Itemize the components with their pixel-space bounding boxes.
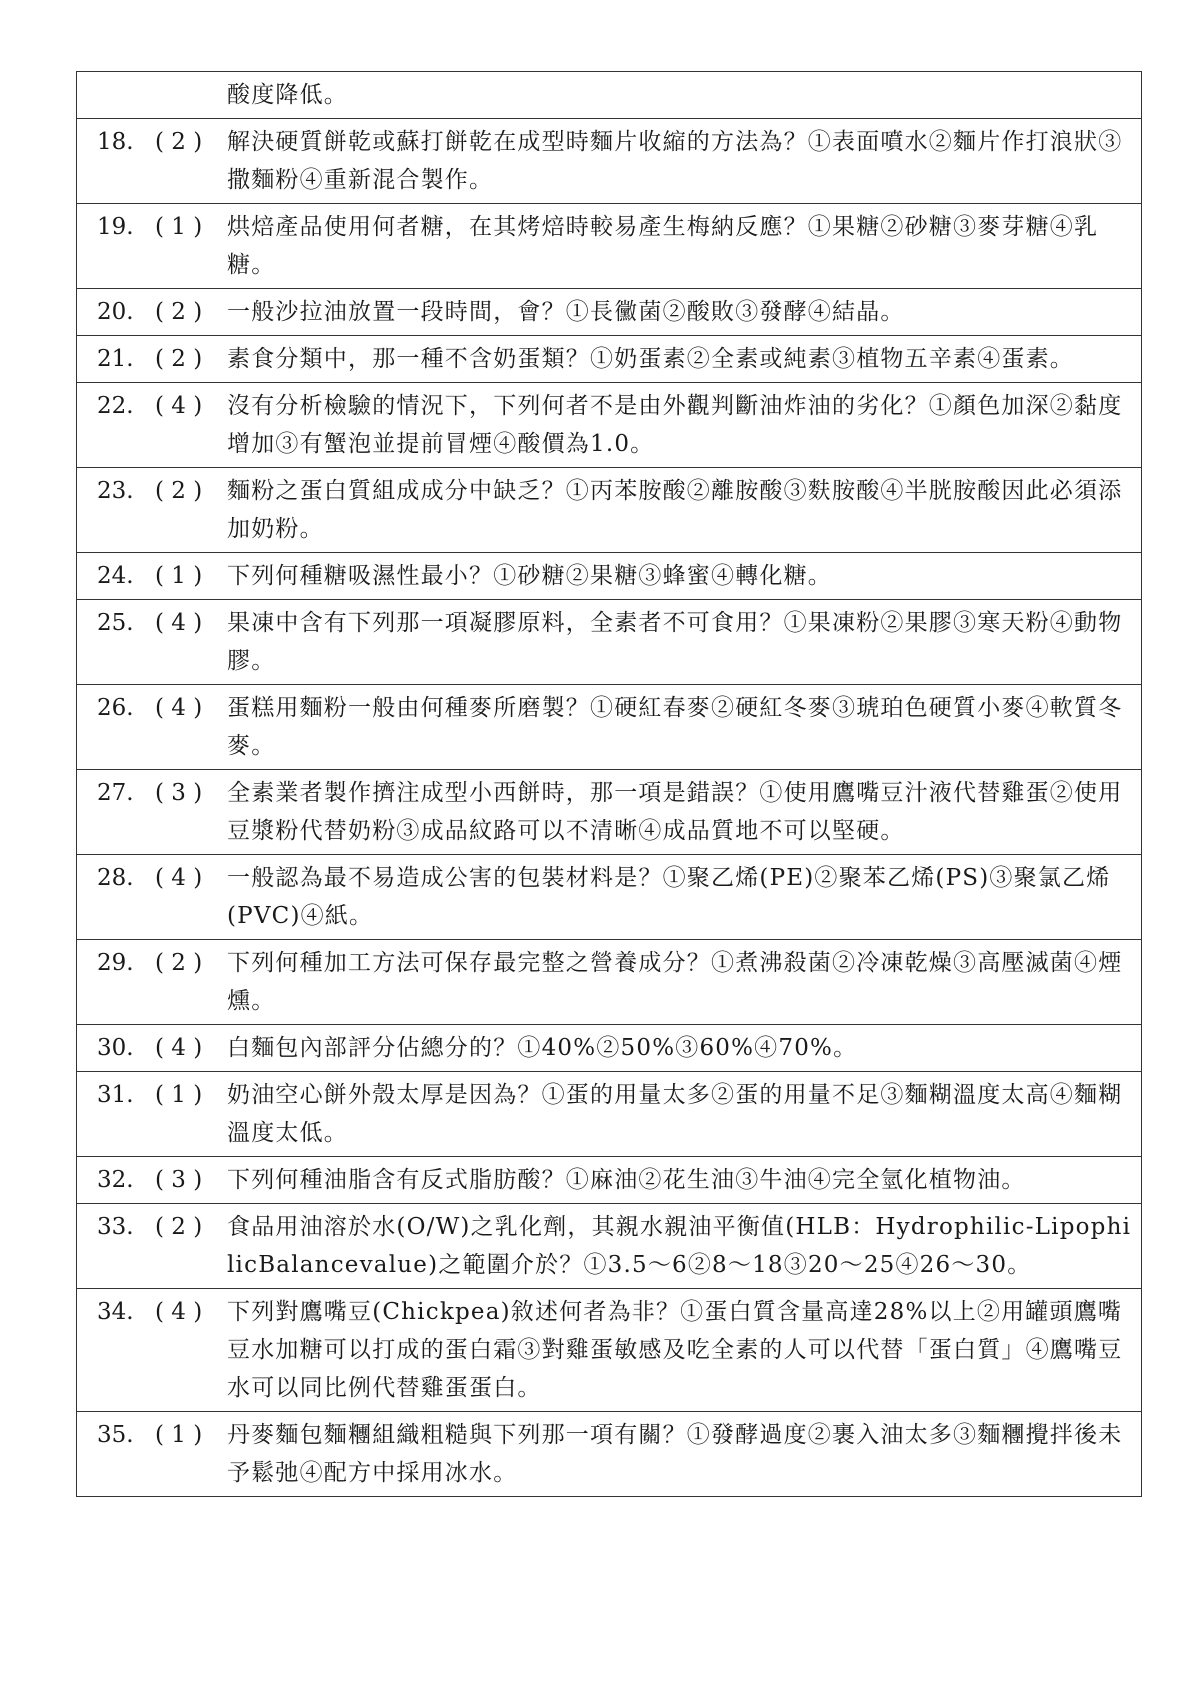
question-row-18 [77, 118, 1141, 203]
question-text: 全素業者製作擠注成型小西餅時，那一項是錯誤？①使用鷹嘴豆汁液代替雞蛋②使用豆漿粉代替奶粉③成品紋路可以不清晰④成品質地不可以堅硬。 [227, 780, 1123, 844]
question-answer: ( 1 ) [155, 1422, 203, 1448]
question-number: 22. [97, 393, 134, 419]
question-text: 素食分類中，那一種不含奶蛋類？①奶蛋素②全素或純素③植物五辛素④蛋素。 [227, 346, 1074, 372]
question-row-26 [77, 684, 1141, 769]
question-answer: ( 2 ) [155, 478, 203, 504]
question-answer: ( 4 ) [155, 1035, 203, 1061]
question-row-32 [77, 1156, 1141, 1203]
question-row-31 [77, 1071, 1141, 1156]
question-text: 丹麥麵包麵糰組織粗糙與下列那一項有關？①發酵過度②裹入油太多③麵糰攪拌後未予鬆弛④配方中採用冰水。 [227, 1422, 1123, 1486]
question-text: 一般沙拉油放置一段時間，會？①長黴菌②酸敗③發酵④結晶。 [227, 299, 905, 325]
question-number: 28. [97, 865, 134, 891]
question-text: 白麵包內部評分佔總分的？①40%②50%③60%④70%。 [227, 1035, 858, 1061]
question-text: 奶油空心餅外殼太厚是因為？①蛋的用量太多②蛋的用量不足③麵糊溫度太高④麵糊溫度太低。 [227, 1082, 1123, 1146]
question-text: 果凍中含有下列那一項凝膠原料，全素者不可食用？①果凍粉②果膠③寒天粉④動物膠。 [227, 610, 1123, 674]
question-row-35 [77, 1411, 1141, 1496]
question-text: 烘焙產品使用何者糖，在其烤焙時較易產生梅納反應？①果糖②砂糖③麥芽糖④乳糖。 [227, 214, 1099, 278]
question-answer: ( 2 ) [155, 129, 203, 155]
question-answer: ( 4 ) [155, 393, 203, 419]
question-text: 下列何種油脂含有反式脂肪酸？①麻油②花生油③牛油④完全氫化植物油。 [227, 1167, 1026, 1193]
question-number: 35. [97, 1422, 134, 1448]
question-row-30 [77, 1024, 1141, 1071]
question-answer: ( 1 ) [155, 214, 203, 240]
question-row-20 [77, 288, 1141, 335]
question-number: 33. [97, 1214, 134, 1240]
question-number: 32. [97, 1167, 134, 1193]
question-number: 18. [97, 129, 134, 155]
question-number: 29. [97, 950, 134, 976]
question-number: 25. [97, 610, 134, 636]
question-number: 26. [97, 695, 134, 721]
question-text: 沒有分析檢驗的情況下，下列何者不是由外觀判斷油炸油的劣化？①顏色加深②黏度增加③有蟹泡並提前冒煙④酸價為1.0。 [227, 393, 1123, 457]
question-row-continuation [77, 72, 1141, 118]
question-row-19 [77, 203, 1141, 288]
question-number: 31. [97, 1082, 134, 1108]
question-number: 19. [97, 214, 134, 240]
question-answer: ( 3 ) [155, 780, 203, 806]
question-row-24 [77, 552, 1141, 599]
question-text: 下列何種加工方法可保存最完整之營養成分？①煮沸殺菌②冷凍乾燥③高壓滅菌④煙燻。 [227, 950, 1123, 1014]
question-number: 34. [97, 1299, 134, 1325]
question-text: 下列對鷹嘴豆(Chickpea)敘述何者為非？①蛋白質含量高達28%以上②用罐頭鷹嘴豆水加糖可以打成的蛋白霜③對雞蛋敏感及吃全素的人可以代替「蛋白質」④鷹嘴豆水可以同比例代替雞蛋蛋白。 [227, 1299, 1123, 1401]
question-number: 30. [97, 1035, 134, 1061]
question-text: 食品用油溶於水(O/W)之乳化劑，其親水親油平衡值(HLB：Hydrophilic-LipophilicBalancevalue)之範圍介於？①3.5～6②8～18③20～25④26～30。 [227, 1214, 1132, 1278]
question-number: 27. [97, 780, 134, 806]
question-row-28 [77, 854, 1141, 939]
question-text: 解決硬質餅乾或蘇打餅乾在成型時麵片收縮的方法為？①表面噴水②麵片作打浪狀③撒麵粉④重新混合製作。 [227, 129, 1123, 193]
question-answer: ( 1 ) [155, 1082, 203, 1108]
question-number: 23. [97, 478, 134, 504]
question-number: 21. [97, 346, 134, 372]
question-row-34 [77, 1288, 1141, 1411]
question-answer: ( 1 ) [155, 563, 203, 589]
question-number: 24. [97, 563, 134, 589]
question-number: 20. [97, 299, 134, 325]
question-row-25 [77, 599, 1141, 684]
question-row-29 [77, 939, 1141, 1024]
question-answer: ( 2 ) [155, 950, 203, 976]
question-row-27 [77, 769, 1141, 854]
question-text: 下列何種糖吸濕性最小？①砂糖②果糖③蜂蜜④轉化糖。 [227, 563, 832, 589]
question-answer: ( 4 ) [155, 865, 203, 891]
question-answer: ( 4 ) [155, 695, 203, 721]
question-answer: ( 3 ) [155, 1167, 203, 1193]
question-answer: ( 2 ) [155, 346, 203, 372]
question-text: 麵粉之蛋白質組成成分中缺乏？①丙苯胺酸②離胺酸③麩胺酸④半胱胺酸因此必須添加奶粉。 [227, 478, 1123, 542]
question-table [76, 71, 1142, 1497]
question-answer: ( 2 ) [155, 299, 203, 325]
question-indent [97, 76, 227, 114]
question-text: 酸度降低。 [227, 82, 348, 108]
question-row-22 [77, 382, 1141, 467]
question-answer: ( 2 ) [155, 1214, 203, 1240]
question-text: 一般認為最不易造成公害的包裝材料是？①聚乙烯(PE)②聚苯乙烯(PS)③聚氯乙烯(PVC)④紙。 [227, 865, 1111, 929]
question-row-33 [77, 1203, 1141, 1288]
question-answer: ( 4 ) [155, 1299, 203, 1325]
question-answer: ( 4 ) [155, 610, 203, 636]
question-row-21 [77, 335, 1141, 382]
question-text: 蛋糕用麵粉一般由何種麥所磨製？①硬紅春麥②硬紅冬麥③琥珀色硬質小麥④軟質冬麥。 [227, 695, 1123, 759]
question-row-23 [77, 467, 1141, 552]
